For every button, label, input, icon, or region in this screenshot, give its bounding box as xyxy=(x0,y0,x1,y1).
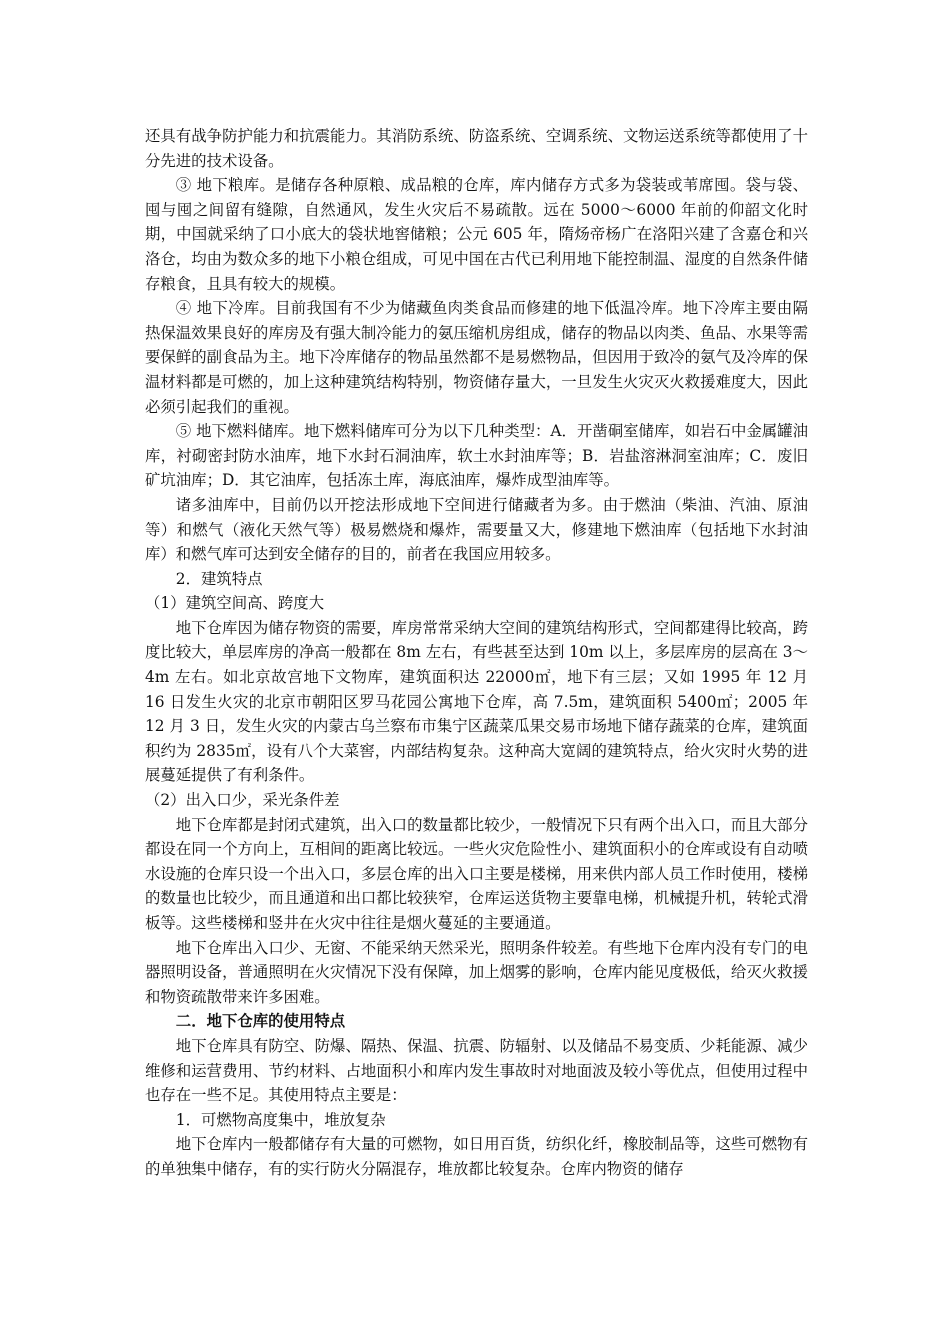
subheading-few-exits: （2）出入口少，采光条件差 xyxy=(145,791,340,810)
document-body xyxy=(145,124,808,1182)
subheading-high-space: （1）建筑空间高、跨度大 xyxy=(145,594,325,613)
paragraph-cold-storage: ④ 地下冷库。目前我国有不少为储藏鱼肉类食品而修建的地下低温冷库。地下冷库主要由隔热保温效果良好的库房及有强大制冷能力的氨压缩机房组成，储存的物品以肉类、鱼品、水果等需要保鲜的副食品为主。地下冷库储存的物品虽然都不是易燃物品，但因用于致冷的氨气及冷库的保温材料都是可燃的，加上这种建筑结构特别，物资储存量大，一旦发生火灾灭火救援难度大，因此必须引起我们的重视。 xyxy=(145,299,808,416)
section-heading-usage-features: 二．地下仓库的使用特点 xyxy=(175,1012,346,1031)
paragraph-few-exits: 地下仓库都是封闭式建筑，出入口的数量都比较少，一般情况下只有两个出入口，而且大部分都设在同一个方向上，互相间的距离比较远。一些火灾危险性小、建筑面积小的仓库或设有自动喷水设施的仓库只设一个出入口，多层仓库的出入口主要是楼梯，用来供内部人员工作时使用，楼梯的数量也比较少，而且通道和出口都比较狭窄，仓库运送货物主要靠电梯，机械提升机，转轮式滑板等。这些楼梯和竖井在火灾中往往是烟火蔓延的主要通道。 xyxy=(145,815,808,932)
paragraph-grain-depot: ③ 地下粮库。是储存各种原粮、成品粮的仓库，库内储存方式多为袋装或苇席囤。袋与袋、囤与囤之间留有缝隙，自然通风，发生火灾后不易疏散。远在 5000～6000 年前的仰韶文化时期，中国就采纳了口小底大的袋状地窖储粮；公元 605 年，隋炀帝杨广在洛阳兴建了含嘉仓和兴洛仓，均由为数众多的地下小粮仓组成，可见中国在古代已利用地下能控制温、湿度的自然条件储存粮食，且具有较大的规模。 xyxy=(145,176,808,293)
paragraph-oil-depots: 诸多油库中，目前仍以开挖法形成地下空间进行储藏者为多。由于燃油（柴油、汽油、原油等）和燃气（液化天然气等）极易燃烧和爆炸，需要量又大，修建地下燃油库（包括地下水封油库）和燃气库可达到安全储存的目的，前者在我国应用较多。 xyxy=(145,495,808,564)
section-heading-building-features: 2．建筑特点 xyxy=(175,569,263,588)
paragraph-fuel-depot: ⑤ 地下燃料储库。地下燃料储库可分为以下几种类型：A．开凿硐室储库，如岩石中金属罐油库，衬砌密封防水油库，地下水封石洞油库，软土水封油库等；B．岩盐溶淋洞室油库；C．废旧矿坑油库；D．其它油库，包括冻土库，海底油库，爆炸成型油库等。 xyxy=(145,422,808,490)
paragraph-high-space: 地下仓库因为储存物资的需要，库房常常采纳大空间的建筑结构形式，空间都建得比较高，跨度比较大，单层库房的净高一般都在 8m 左右，有些甚至达到 10m 以上，多层库房的层高在 3～4m 左右。如北京故宫地下文物库，建筑面积达 22000㎡，地下有三层；又如 1995 年 12 月 16 日发生火灾的北京市朝阳区罗马花园公寓地下仓库，高 7.5m，建筑面积 5400㎡；2005 年 12 月 3 日，发生火灾的内蒙古乌兰察布市集宁区蔬菜瓜果交易市场地下储存蔬菜的仓库，建筑面积约为 2835㎡，设有八个大菜窖，内部结构复杂。这种高大宽阔的建筑特点，给火灾时火势的进展蔓延提供了有利条件。 xyxy=(145,618,808,785)
paragraph-continuation: 还具有战争防护能力和抗震能力。其消防系统、防盗系统、空调系统、文物运送系统等都使用了十分先进的技术设备。 xyxy=(145,127,808,170)
paragraph-usage-intro: 地下仓库具有防空、防爆、隔热、保温、抗震、防辐射、以及储品不易变质、少耗能源、减少维修和运营费用、节约材料、占地面积小和库内发生事故时对地面波及较小等优点，但使用过程中也存在一些不足。其使用特点主要是： xyxy=(145,1036,808,1105)
paragraph-lighting: 地下仓库出入口少、无窗、不能采纳天然采光，照明条件较差。有些地下仓库内没有专门的电器照明设备，普通照明在火灾情况下没有保障，加上烟雾的影响，仓库内能见度极低，给灭火救援和物资疏散带来许多困难。 xyxy=(145,938,808,1006)
paragraph-combustibles: 地下仓库内一般都储存有大量的可燃物，如日用百货，纺织化纤，橡胶制品等，这些可燃物有的单独集中储存，有的实行防火分隔混存，堆放都比较复杂。仓库内物资的储存 xyxy=(145,1135,808,1178)
subheading-combustibles: 1．可燃物高度集中，堆放复杂 xyxy=(175,1110,386,1129)
